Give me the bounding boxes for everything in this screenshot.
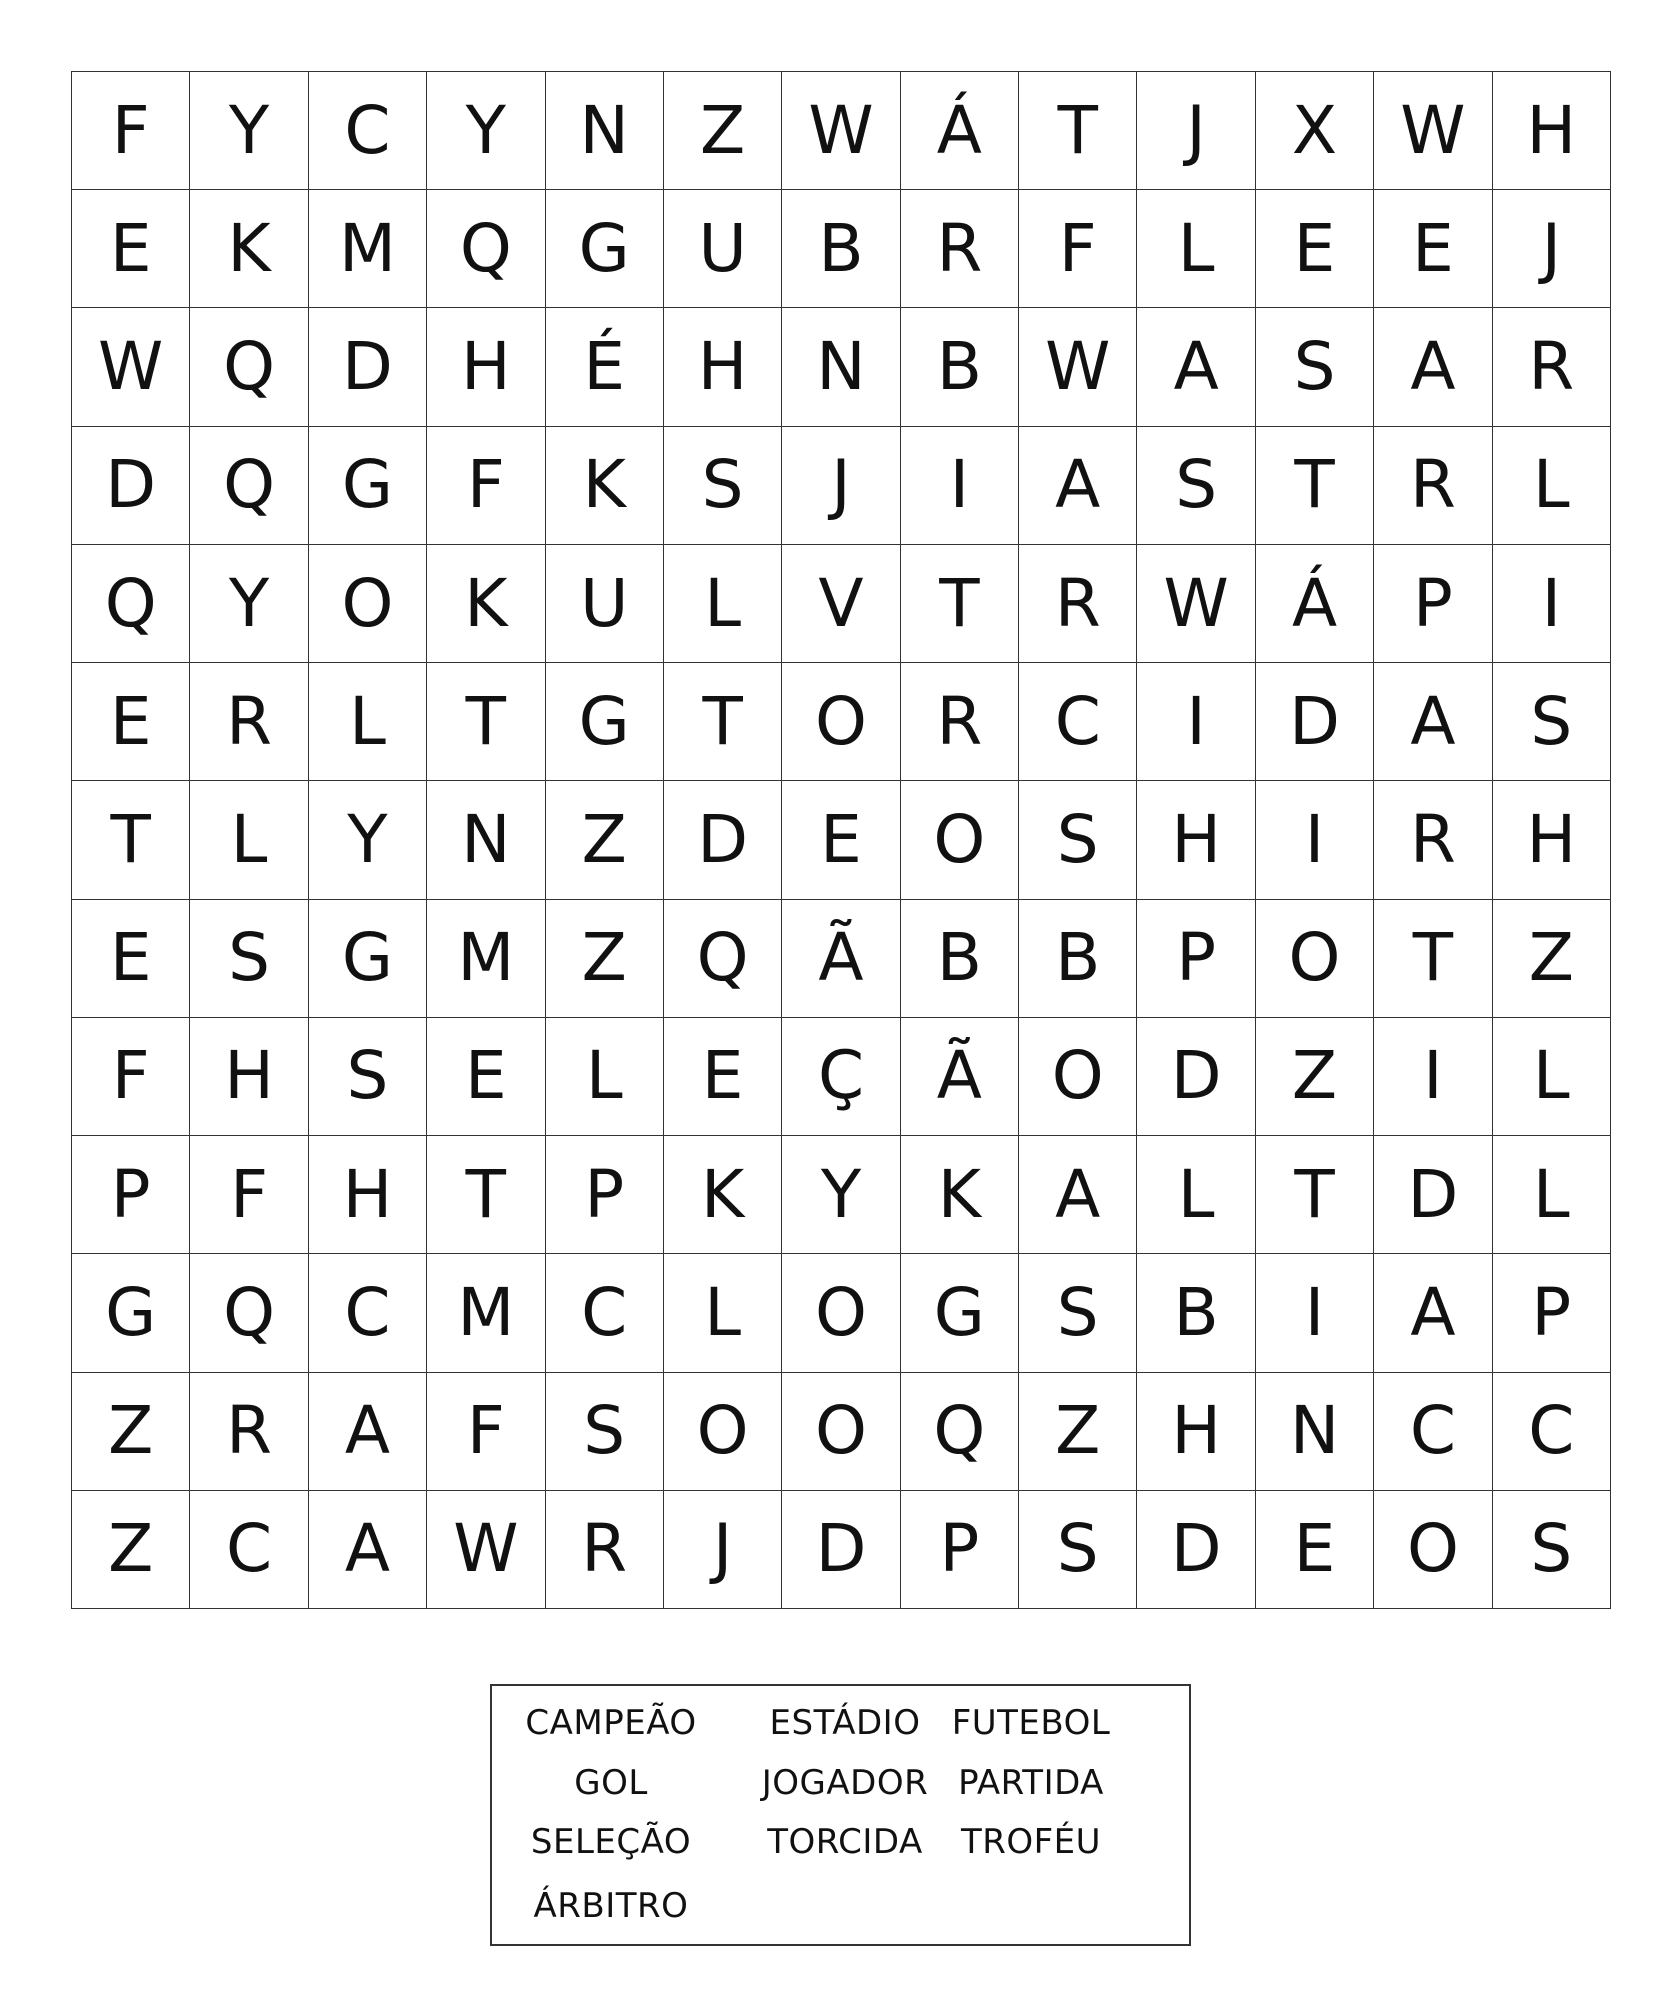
grid-cell[interactable]: Z <box>72 1491 190 1609</box>
grid-cell[interactable]: P <box>546 1136 664 1254</box>
grid-cell[interactable]: S <box>1019 1254 1137 1372</box>
grid-cell[interactable]: Q <box>901 1373 1019 1491</box>
grid-cell[interactable]: G <box>309 900 427 1018</box>
grid-cell[interactable]: Y <box>309 781 427 899</box>
grid-cell[interactable]: Q <box>190 1254 308 1372</box>
grid-cell[interactable]: Z <box>546 900 664 1018</box>
grid-cell[interactable]: L <box>1137 1136 1255 1254</box>
grid-cell[interactable]: C <box>1493 1373 1611 1491</box>
grid-cell[interactable]: O <box>309 545 427 663</box>
grid-cell[interactable]: Q <box>190 427 308 545</box>
word-bank-item: PARTIDA <box>958 1763 1104 1803</box>
grid-cell[interactable]: L <box>1493 427 1611 545</box>
grid-cell[interactable]: F <box>190 1136 308 1254</box>
grid-cell[interactable]: A <box>1374 308 1492 426</box>
grid-cell[interactable]: P <box>1137 900 1255 1018</box>
word-bank-item: CAMPEÃO <box>525 1703 697 1743</box>
grid-cell[interactable]: L <box>309 663 427 781</box>
grid-cell[interactable]: K <box>427 545 545 663</box>
grid-cell[interactable]: T <box>664 663 782 781</box>
grid-cell[interactable]: X <box>1256 72 1374 190</box>
grid-cell[interactable]: W <box>1019 308 1137 426</box>
grid-cell[interactable]: Á <box>1256 545 1374 663</box>
grid-cell[interactable]: Y <box>190 72 308 190</box>
grid-cell[interactable]: I <box>1256 1254 1374 1372</box>
word-bank-item: ÁRBITRO <box>533 1886 689 1926</box>
grid-cell[interactable]: I <box>1374 1018 1492 1136</box>
grid-cell[interactable]: A <box>309 1491 427 1609</box>
grid-cell[interactable]: L <box>664 545 782 663</box>
grid-cell[interactable]: O <box>901 781 1019 899</box>
grid-cell[interactable]: L <box>664 1254 782 1372</box>
grid-cell[interactable]: D <box>782 1491 900 1609</box>
grid-cell[interactable]: K <box>546 427 664 545</box>
grid-cell[interactable]: S <box>1019 1491 1137 1609</box>
grid-cell[interactable]: T <box>1256 1136 1374 1254</box>
grid-cell[interactable]: K <box>664 1136 782 1254</box>
grid-cell[interactable]: S <box>1493 663 1611 781</box>
grid-cell[interactable]: A <box>1019 427 1137 545</box>
grid-cell[interactable]: H <box>1137 781 1255 899</box>
grid-cell[interactable]: T <box>1374 900 1492 1018</box>
grid-cell[interactable]: A <box>1374 663 1492 781</box>
word-bank <box>490 1684 1191 1946</box>
grid-cell[interactable]: F <box>72 1018 190 1136</box>
grid-cell[interactable]: H <box>190 1018 308 1136</box>
grid-cell[interactable]: J <box>1137 72 1255 190</box>
grid-cell[interactable]: Ç <box>782 1018 900 1136</box>
grid-cell[interactable]: E <box>72 900 190 1018</box>
grid-cell[interactable]: G <box>546 663 664 781</box>
grid-cell[interactable]: L <box>1493 1136 1611 1254</box>
grid-cell[interactable]: E <box>664 1018 782 1136</box>
grid-cell[interactable]: H <box>664 308 782 426</box>
grid-cell[interactable]: Z <box>664 72 782 190</box>
grid-cell[interactable]: R <box>1374 427 1492 545</box>
grid-cell[interactable]: Z <box>1019 1373 1137 1491</box>
grid-cell[interactable]: O <box>1256 900 1374 1018</box>
grid-cell[interactable]: O <box>1019 1018 1137 1136</box>
grid-cell[interactable]: R <box>190 1373 308 1491</box>
word-search-grid <box>71 71 1611 1609</box>
grid-cell[interactable]: E <box>1374 190 1492 308</box>
grid-cell[interactable]: N <box>427 781 545 899</box>
grid-cell[interactable]: J <box>664 1491 782 1609</box>
grid-cell[interactable]: Q <box>72 545 190 663</box>
grid-cell[interactable]: E <box>72 663 190 781</box>
word-bank-item: JOGADOR <box>761 1763 929 1803</box>
grid-cell[interactable]: J <box>1493 190 1611 308</box>
grid-cell[interactable]: Ã <box>901 1018 1019 1136</box>
grid-cell[interactable]: Q <box>190 308 308 426</box>
grid-cell[interactable]: A <box>1374 1254 1492 1372</box>
grid-cell[interactable]: D <box>664 781 782 899</box>
grid-cell[interactable]: F <box>427 1373 545 1491</box>
grid-cell[interactable]: C <box>1374 1373 1492 1491</box>
grid-cell[interactable]: L <box>1137 190 1255 308</box>
grid-cell[interactable]: Y <box>782 1136 900 1254</box>
grid-cell[interactable]: Z <box>1256 1018 1374 1136</box>
grid-cell[interactable]: G <box>309 427 427 545</box>
grid-cell[interactable]: Ã <box>782 900 900 1018</box>
grid-cell[interactable]: D <box>1374 1136 1492 1254</box>
grid-cell[interactable]: R <box>190 663 308 781</box>
grid-cell[interactable]: Y <box>190 545 308 663</box>
grid-cell[interactable]: L <box>546 1018 664 1136</box>
grid-cell[interactable]: P <box>1374 545 1492 663</box>
grid-cell[interactable]: G <box>901 1254 1019 1372</box>
grid-cell[interactable]: H <box>309 1136 427 1254</box>
grid-cell[interactable]: Z <box>72 1373 190 1491</box>
grid-cell[interactable]: O <box>782 663 900 781</box>
grid-cell[interactable]: T <box>427 1136 545 1254</box>
grid-cell[interactable]: D <box>1256 663 1374 781</box>
grid-cell[interactable]: R <box>546 1491 664 1609</box>
grid-cell[interactable]: T <box>1256 427 1374 545</box>
grid-cell[interactable]: O <box>782 1373 900 1491</box>
grid-cell[interactable]: I <box>1137 663 1255 781</box>
grid-cell[interactable]: B <box>1019 900 1137 1018</box>
grid-cell[interactable]: B <box>901 308 1019 426</box>
grid-cell[interactable]: E <box>72 190 190 308</box>
grid-cell[interactable]: Q <box>664 900 782 1018</box>
grid-cell[interactable]: N <box>1256 1373 1374 1491</box>
grid-cell[interactable]: A <box>1019 1136 1137 1254</box>
grid-cell[interactable]: I <box>1493 545 1611 663</box>
grid-cell[interactable]: W <box>1374 72 1492 190</box>
word-bank-item: TROFÉU <box>960 1822 1102 1862</box>
grid-cell[interactable]: Y <box>427 72 545 190</box>
grid-cell[interactable]: H <box>1137 1373 1255 1491</box>
grid-cell[interactable]: S <box>1019 781 1137 899</box>
grid-cell[interactable]: M <box>427 1254 545 1372</box>
grid-cell[interactable]: É <box>546 308 664 426</box>
grid-cell[interactable]: C <box>309 72 427 190</box>
grid-cell[interactable]: R <box>1019 545 1137 663</box>
grid-cell[interactable]: C <box>1019 663 1137 781</box>
word-bank-item: ESTÁDIO <box>769 1703 921 1743</box>
word-bank-item: SELEÇÃO <box>530 1822 692 1862</box>
grid-cell[interactable]: R <box>901 663 1019 781</box>
grid-cell[interactable]: F <box>427 427 545 545</box>
grid-cell[interactable]: K <box>190 190 308 308</box>
grid-cell[interactable]: N <box>546 72 664 190</box>
grid-cell[interactable]: B <box>1137 1254 1255 1372</box>
grid-cell[interactable]: I <box>1256 781 1374 899</box>
grid-cell[interactable]: B <box>901 900 1019 1018</box>
grid-cell[interactable]: T <box>901 545 1019 663</box>
grid-cell[interactable]: V <box>782 545 900 663</box>
grid-cell[interactable]: H <box>1493 72 1611 190</box>
grid-cell[interactable]: F <box>1019 190 1137 308</box>
grid-cell[interactable]: T <box>427 663 545 781</box>
grid-cell[interactable]: O <box>1374 1491 1492 1609</box>
grid-cell[interactable]: Z <box>1493 900 1611 1018</box>
grid-cell[interactable]: O <box>664 1373 782 1491</box>
grid-cell[interactable]: R <box>901 190 1019 308</box>
grid-cell[interactable]: R <box>1374 781 1492 899</box>
grid-cell[interactable]: S <box>1493 1491 1611 1609</box>
grid-cell[interactable]: D <box>72 427 190 545</box>
grid-cell[interactable]: S <box>190 900 308 1018</box>
grid-cell[interactable]: L <box>190 781 308 899</box>
grid-cell[interactable]: M <box>427 900 545 1018</box>
grid-cell[interactable]: S <box>1256 308 1374 426</box>
grid-cell[interactable]: T <box>72 781 190 899</box>
grid-cell[interactable]: W <box>72 308 190 426</box>
grid-cell[interactable]: R <box>1493 308 1611 426</box>
grid-cell[interactable]: S <box>1137 427 1255 545</box>
grid-cell[interactable]: P <box>901 1491 1019 1609</box>
grid-cell[interactable]: Z <box>546 781 664 899</box>
grid-cell[interactable]: L <box>1493 1018 1611 1136</box>
grid-cell[interactable]: C <box>190 1491 308 1609</box>
grid-cell[interactable]: Á <box>901 72 1019 190</box>
grid-cell[interactable]: Q <box>427 190 545 308</box>
grid-cell[interactable]: U <box>664 190 782 308</box>
grid-cell[interactable]: D <box>309 308 427 426</box>
grid-cell[interactable]: O <box>782 1254 900 1372</box>
grid-cell[interactable]: D <box>1137 1491 1255 1609</box>
grid-cell[interactable]: A <box>309 1373 427 1491</box>
grid-cell[interactable]: H <box>427 308 545 426</box>
grid-cell[interactable]: D <box>1137 1018 1255 1136</box>
grid-cell[interactable]: S <box>664 427 782 545</box>
grid-cell[interactable]: F <box>72 72 190 190</box>
grid-cell[interactable]: U <box>546 545 664 663</box>
grid-cell[interactable]: G <box>546 190 664 308</box>
grid-cell[interactable]: P <box>72 1136 190 1254</box>
grid-cell[interactable]: M <box>309 190 427 308</box>
word-bank-item: GOL <box>574 1763 648 1803</box>
word-bank-item: TORCIDA <box>767 1822 923 1862</box>
grid-cell[interactable]: I <box>901 427 1019 545</box>
grid-cell[interactable]: W <box>1137 545 1255 663</box>
grid-cell[interactable]: P <box>1493 1254 1611 1372</box>
grid-cell[interactable]: J <box>782 427 900 545</box>
grid-cell[interactable]: E <box>427 1018 545 1136</box>
grid-cell[interactable]: W <box>427 1491 545 1609</box>
grid-cell[interactable]: T <box>1019 72 1137 190</box>
grid-cell[interactable]: W <box>782 72 900 190</box>
word-bank-item: FUTEBOL <box>951 1703 1111 1743</box>
grid-cell[interactable]: E <box>1256 190 1374 308</box>
grid-cell[interactable]: C <box>309 1254 427 1372</box>
grid-cell[interactable]: A <box>1137 308 1255 426</box>
grid-cell[interactable]: K <box>901 1136 1019 1254</box>
grid-cell[interactable]: S <box>309 1018 427 1136</box>
grid-cell[interactable]: E <box>782 781 900 899</box>
grid-cell[interactable]: E <box>1256 1491 1374 1609</box>
grid-cell[interactable]: S <box>546 1373 664 1491</box>
grid-cell[interactable]: H <box>1493 781 1611 899</box>
grid-cell[interactable]: C <box>546 1254 664 1372</box>
grid-cell[interactable]: B <box>782 190 900 308</box>
grid-cell[interactable]: G <box>72 1254 190 1372</box>
grid-cell[interactable]: N <box>782 308 900 426</box>
